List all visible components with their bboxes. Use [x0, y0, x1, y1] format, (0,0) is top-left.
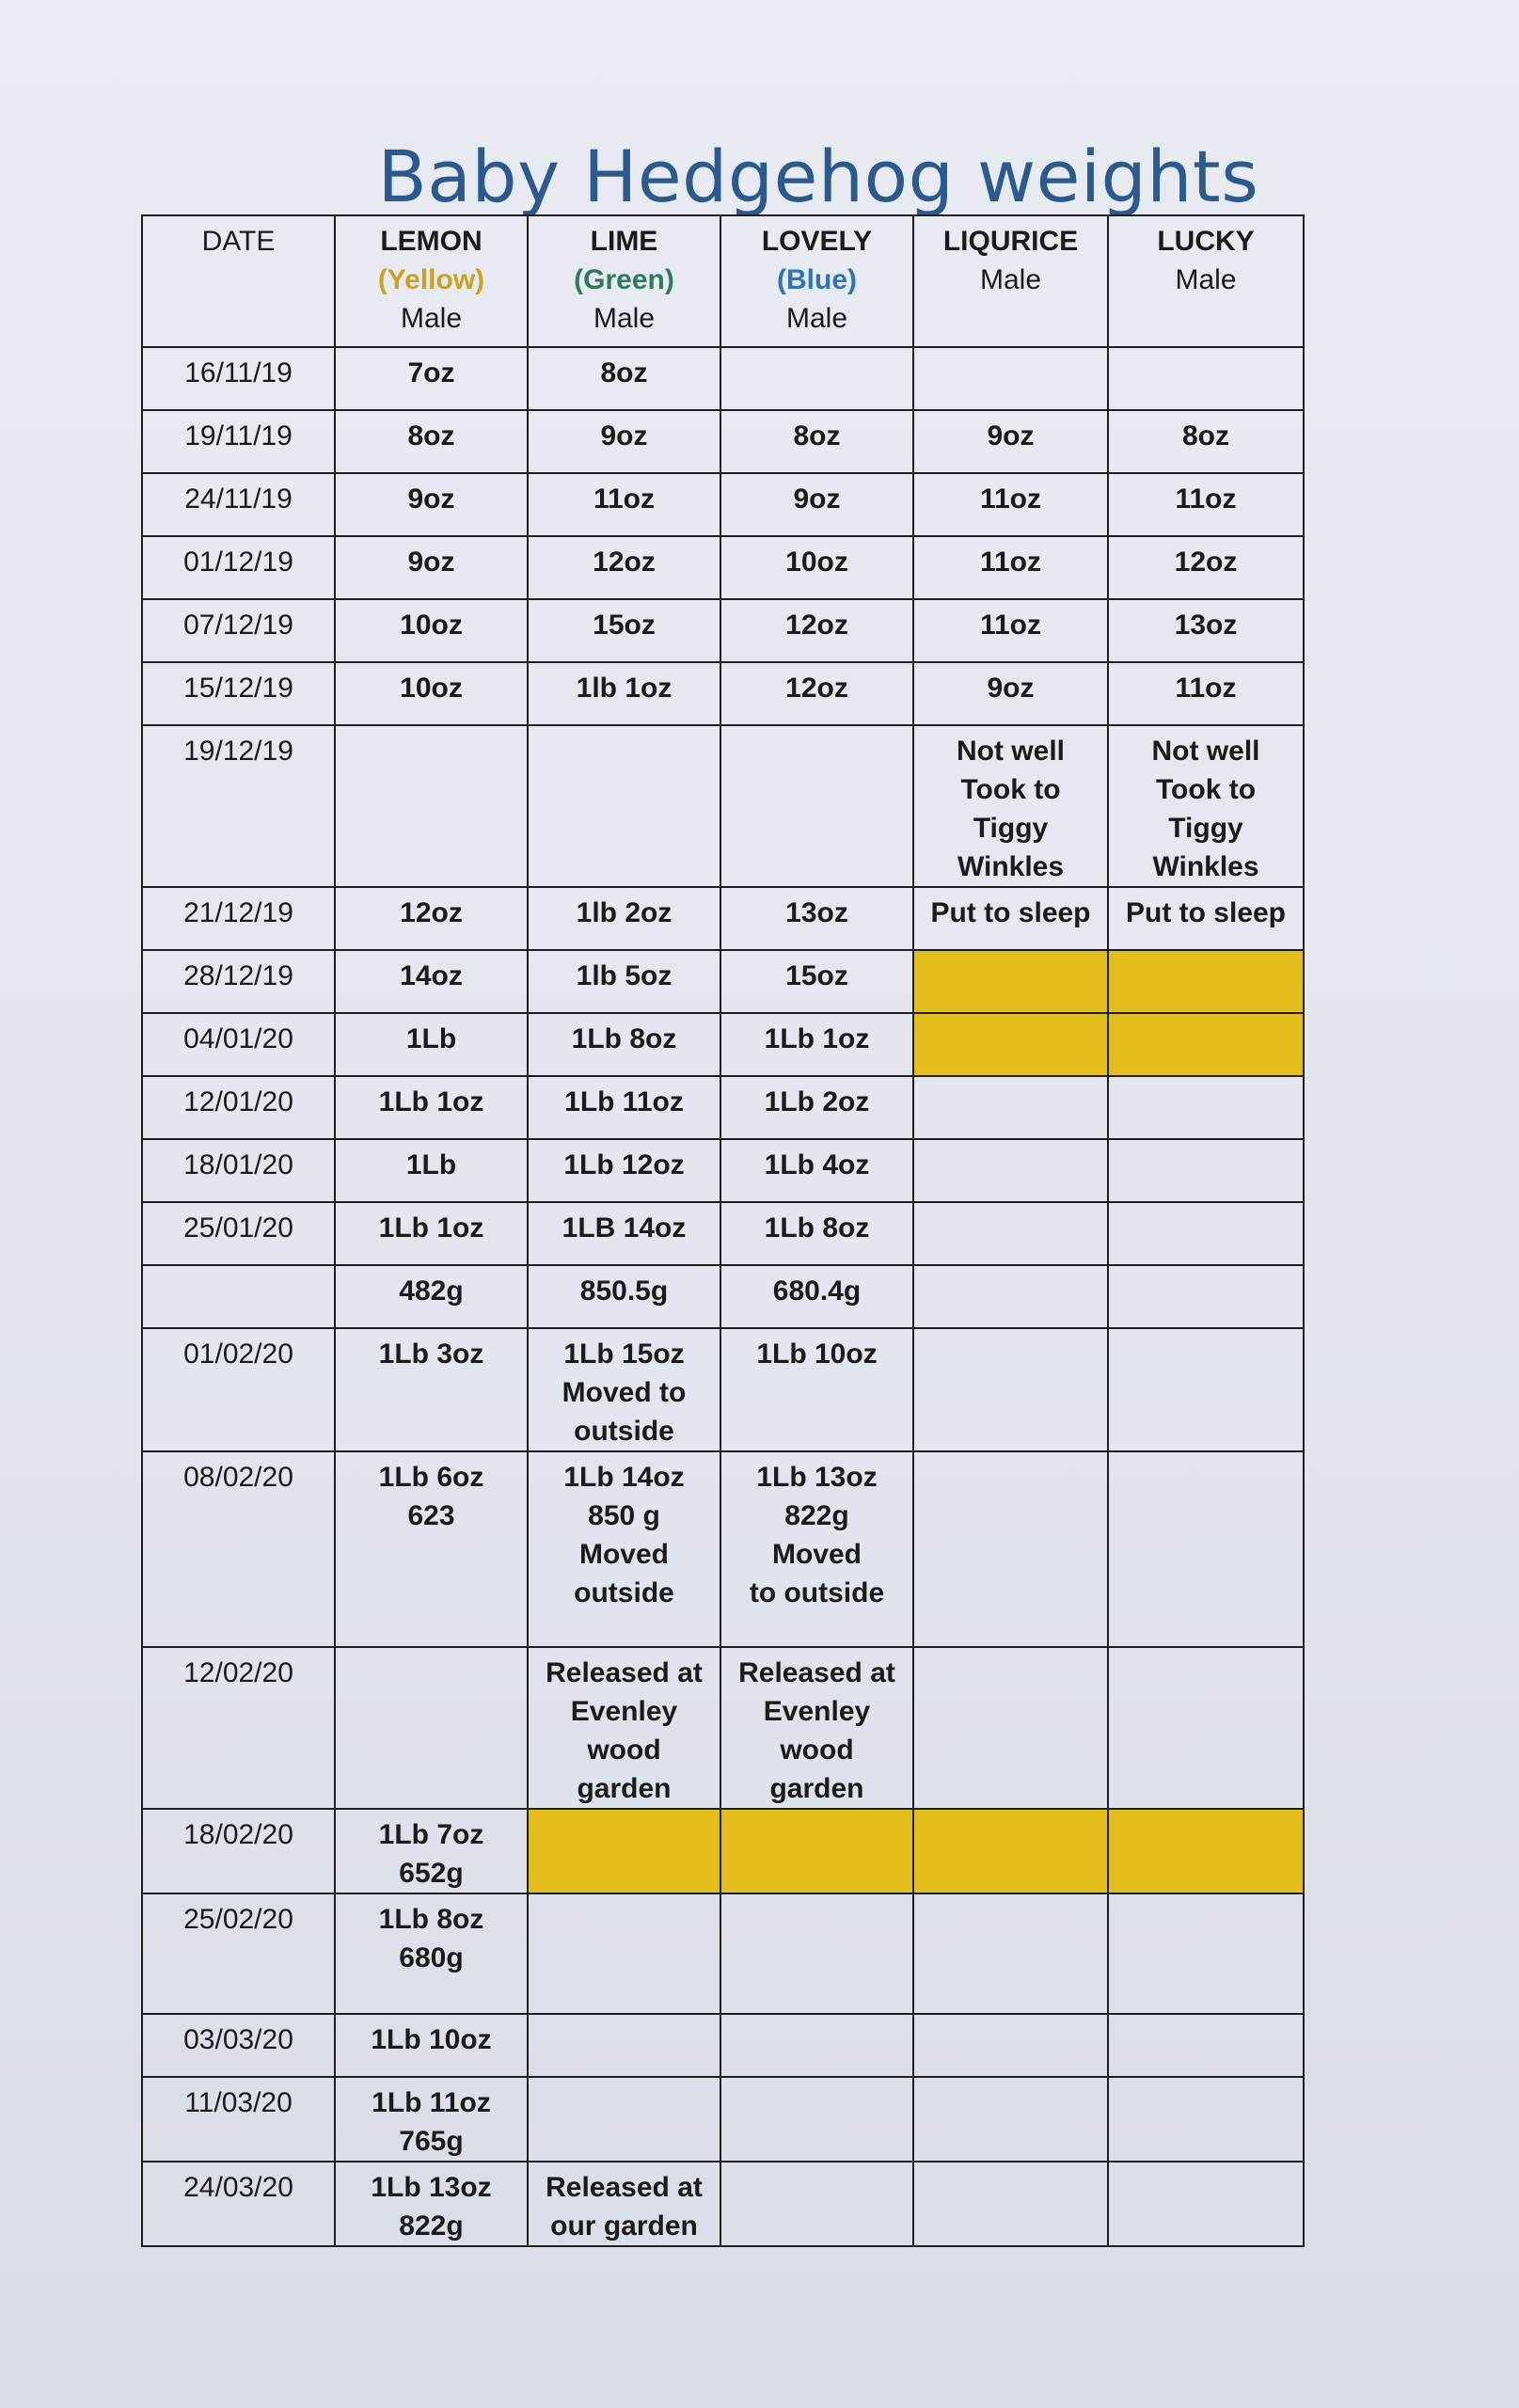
- cell-line: 1Lb 14oz: [563, 1462, 685, 1493]
- cell-lovely-weight: [720, 2077, 913, 2162]
- header-lovely-name: LOVELY: [761, 226, 873, 257]
- header-lovely-sex: Male: [785, 303, 848, 334]
- cell-line: Released at: [546, 2172, 703, 2203]
- cell-liqurice-weight: 9oz: [913, 410, 1108, 473]
- cell-lucky-weight: [1108, 1202, 1304, 1265]
- cell-lovely-weight: 12oz: [720, 599, 913, 662]
- cell-line: 1Lb 6oz: [378, 1462, 484, 1493]
- cell-line: garden: [577, 1773, 672, 1804]
- cell-lemon-weight: 1Lb 10oz: [335, 2014, 528, 2077]
- cell-line: wood: [587, 1735, 661, 1766]
- cell-line: Evenley: [763, 1696, 871, 1727]
- table-row: [142, 950, 1304, 1013]
- cell-line: Took to: [1155, 774, 1257, 805]
- cell-line: Evenley: [570, 1696, 678, 1727]
- cell-liqurice-weight: [913, 1647, 1108, 1809]
- table-row: [142, 1202, 1304, 1265]
- table-body: [142, 347, 1304, 2246]
- cell-line: 680g: [399, 1942, 464, 1973]
- cell-lovely-weight: 1Lb 2oz: [720, 1076, 913, 1139]
- cell-date: 16/11/19: [142, 347, 335, 410]
- cell-lime-weight: [528, 1809, 720, 1893]
- table-row: [142, 1013, 1304, 1076]
- cell-lime-weight: [528, 1893, 720, 2014]
- cell-lemon-weight: 1Lb: [335, 1013, 528, 1076]
- cell-lucky-weight: Put to sleep: [1108, 887, 1304, 950]
- cell-lemon-weight: 8oz: [335, 410, 528, 473]
- header-lovely: [720, 215, 913, 347]
- header-lemon-name: LEMON: [380, 226, 483, 257]
- cell-date: 01/12/19: [142, 536, 335, 599]
- cell-lemon-weight: 482g: [335, 1265, 528, 1328]
- cell-date: 19/11/19: [142, 410, 335, 473]
- cell-line: 1Lb 8oz: [378, 1904, 484, 1935]
- header-lemon-sex: Male: [400, 303, 463, 334]
- header-liqurice-name: LIQURICE: [942, 226, 1079, 257]
- cell-line: Winkles: [957, 851, 1065, 882]
- cell-line: to outside: [749, 1577, 885, 1608]
- cell-line: 765g: [399, 2126, 464, 2157]
- header-lucky-sex: Male: [1175, 264, 1237, 295]
- cell-liqurice-weight: [913, 1451, 1108, 1647]
- header-date: DATE: [142, 215, 335, 347]
- cell-line: Tiggy: [1168, 813, 1243, 844]
- cell-date: 04/01/20: [142, 1013, 335, 1076]
- cell-liqurice-weight: 9oz: [913, 662, 1108, 725]
- cell-liqurice-weight: [913, 347, 1108, 410]
- cell-liqurice-weight: [913, 950, 1108, 1013]
- cell-line: Moved: [771, 1539, 862, 1570]
- cell-lime-weight: 1LB 14oz: [528, 1202, 720, 1265]
- table-row: [142, 1076, 1304, 1139]
- page-title: Baby Hedgehog weights: [377, 134, 1259, 218]
- cell-lime-weight: [528, 2014, 720, 2077]
- cell-line: 1Lb 13oz: [756, 1462, 878, 1493]
- cell-liqurice-weight: [913, 1328, 1108, 1451]
- cell-liqurice-weight: 11oz: [913, 599, 1108, 662]
- table-row: [142, 2014, 1304, 2077]
- cell-lemon-weight: [335, 725, 528, 887]
- cell-lemon-weight: 10oz: [335, 662, 528, 725]
- header-lime-sex: Male: [593, 303, 656, 334]
- table-row: [142, 1265, 1304, 1328]
- cell-lovely-weight: [720, 347, 913, 410]
- cell-liqurice-weight: [913, 2162, 1108, 2246]
- cell-lime-weight: [528, 1451, 720, 1647]
- cell-lime-weight: 12oz: [528, 536, 720, 599]
- cell-lovely-weight: [720, 725, 913, 887]
- cell-date: 12/01/20: [142, 1076, 335, 1139]
- cell-lovely-weight: 1Lb 1oz: [720, 1013, 913, 1076]
- cell-date: 12/02/20: [142, 1647, 335, 1809]
- cell-lovely-weight: 9oz: [720, 473, 913, 536]
- cell-lime-weight: 850.5g: [528, 1265, 720, 1328]
- cell-line: Winkles: [1152, 851, 1259, 882]
- cell-line: 623: [407, 1500, 455, 1531]
- cell-line: 1Lb 13oz: [371, 2172, 492, 2203]
- cell-line: outside: [574, 1416, 674, 1447]
- cell-lucky-weight: 11oz: [1108, 662, 1304, 725]
- cell-lime-weight: 1Lb 12oz: [528, 1139, 720, 1202]
- cell-line: Moved to: [562, 1377, 687, 1408]
- cell-lemon-weight: [335, 1893, 528, 2014]
- header-lucky-name: LUCKY: [1157, 226, 1255, 257]
- cell-line: Tiggy: [973, 813, 1049, 844]
- table-row: [142, 536, 1304, 599]
- header-liqurice-sex: Male: [979, 264, 1042, 295]
- cell-line: 1Lb 15oz: [563, 1339, 685, 1370]
- cell-lemon-weight: 9oz: [335, 536, 528, 599]
- cell-lime-weight: [528, 1328, 720, 1451]
- cell-lemon-weight: [335, 2077, 528, 2162]
- cell-lucky-weight: [1108, 1265, 1304, 1328]
- header-lemon: [335, 215, 528, 347]
- cell-line: Moved: [578, 1539, 669, 1570]
- cell-liqurice-weight: Put to sleep: [913, 887, 1108, 950]
- cell-lime-weight: 1Lb 8oz: [528, 1013, 720, 1076]
- cell-lemon-weight: 1Lb 3oz: [335, 1328, 528, 1451]
- cell-lime-weight: 1Lb 11oz: [528, 1076, 720, 1139]
- cell-lucky-weight: [1108, 1328, 1304, 1451]
- header-lime: [528, 215, 720, 347]
- cell-lucky-weight: 13oz: [1108, 599, 1304, 662]
- cell-lucky-weight: 12oz: [1108, 536, 1304, 599]
- cell-lucky-weight: [1108, 725, 1304, 887]
- cell-lucky-weight: [1108, 1893, 1304, 2014]
- header-liqurice: [913, 215, 1108, 347]
- cell-lovely-weight: 8oz: [720, 410, 913, 473]
- cell-lucky-weight: [1108, 2162, 1304, 2246]
- cell-date: [142, 1265, 335, 1328]
- cell-lovely-weight: 1Lb 4oz: [720, 1139, 913, 1202]
- cell-date: 25/01/20: [142, 1202, 335, 1265]
- table-row: [142, 1451, 1304, 1647]
- table-row: [142, 473, 1304, 536]
- cell-lucky-weight: 8oz: [1108, 410, 1304, 473]
- table-row: [142, 1893, 1304, 2014]
- weights-table: [141, 214, 1305, 2247]
- cell-line: Not well: [956, 736, 1065, 767]
- cell-liqurice-weight: [913, 2014, 1108, 2077]
- cell-line: 822g: [784, 1500, 849, 1531]
- cell-lucky-weight: [1108, 1076, 1304, 1139]
- header-lime-name: LIME: [590, 226, 658, 257]
- cell-lovely-weight: 1Lb 8oz: [720, 1202, 913, 1265]
- cell-lime-weight: 1lb 5oz: [528, 950, 720, 1013]
- cell-lime-weight: 9oz: [528, 410, 720, 473]
- header-lovely-color: (Blue): [777, 264, 857, 295]
- cell-lovely-weight: [720, 2162, 913, 2246]
- cell-date: 15/12/19: [142, 662, 335, 725]
- cell-liqurice-weight: [913, 725, 1108, 887]
- cell-line: 1Lb 7oz: [378, 1819, 484, 1850]
- cell-lovely-weight: 12oz: [720, 662, 913, 725]
- cell-liqurice-weight: [913, 1202, 1108, 1265]
- table-row: [142, 2077, 1304, 2162]
- cell-lime-weight: [528, 1647, 720, 1809]
- cell-line: 850 g: [588, 1500, 660, 1531]
- cell-lucky-weight: [1108, 1139, 1304, 1202]
- cell-lucky-weight: [1108, 1809, 1304, 1893]
- cell-line: wood: [780, 1735, 854, 1766]
- cell-date: 08/02/20: [142, 1451, 335, 1647]
- cell-lemon-weight: 1Lb: [335, 1139, 528, 1202]
- table-row: [142, 347, 1304, 410]
- cell-lemon-weight: [335, 1809, 528, 1893]
- cell-lemon-weight: 9oz: [335, 473, 528, 536]
- cell-date: 03/03/20: [142, 2014, 335, 2077]
- cell-date: 21/12/19: [142, 887, 335, 950]
- cell-lovely-weight: [720, 2014, 913, 2077]
- cell-liqurice-weight: 11oz: [913, 473, 1108, 536]
- cell-lime-weight: [528, 2162, 720, 2246]
- cell-line: 822g: [399, 2210, 464, 2242]
- cell-line: Not well: [1151, 736, 1260, 767]
- cell-date: 24/11/19: [142, 473, 335, 536]
- cell-liqurice-weight: [913, 1076, 1108, 1139]
- cell-liqurice-weight: 11oz: [913, 536, 1108, 599]
- cell-line: Released at: [738, 1657, 895, 1688]
- cell-lucky-weight: [1108, 2014, 1304, 2077]
- cell-date: 25/02/20: [142, 1893, 335, 2014]
- table-row: [142, 887, 1304, 950]
- cell-lovely-weight: 15oz: [720, 950, 913, 1013]
- cell-liqurice-weight: [913, 1265, 1108, 1328]
- table-row: [142, 662, 1304, 725]
- header-lime-color: (Green): [574, 264, 674, 295]
- cell-line: Released at: [546, 1657, 703, 1688]
- cell-lovely-weight: 13oz: [720, 887, 913, 950]
- cell-lucky-weight: 11oz: [1108, 473, 1304, 536]
- cell-lucky-weight: [1108, 1647, 1304, 1809]
- cell-lucky-weight: [1108, 1013, 1304, 1076]
- cell-lovely-weight: 1Lb 10oz: [720, 1328, 913, 1451]
- cell-lemon-weight: 14oz: [335, 950, 528, 1013]
- cell-line: 1Lb 11oz: [372, 2087, 491, 2118]
- cell-lemon-weight: [335, 2162, 528, 2246]
- table-row: [142, 1809, 1304, 1893]
- cell-line: Took to: [960, 774, 1061, 805]
- cell-lemon-weight: 12oz: [335, 887, 528, 950]
- cell-lime-weight: [528, 725, 720, 887]
- cell-lemon-weight: 1Lb 1oz: [335, 1076, 528, 1139]
- cell-date: 19/12/19: [142, 725, 335, 887]
- cell-lime-weight: [528, 2077, 720, 2162]
- table-row: [142, 1328, 1304, 1451]
- cell-lemon-weight: [335, 1451, 528, 1647]
- cell-liqurice-weight: [913, 1139, 1108, 1202]
- cell-lime-weight: 8oz: [528, 347, 720, 410]
- cell-lemon-weight: 10oz: [335, 599, 528, 662]
- cell-lovely-weight: [720, 1451, 913, 1647]
- cell-liqurice-weight: [913, 1013, 1108, 1076]
- cell-date: 18/01/20: [142, 1139, 335, 1202]
- cell-lucky-weight: [1108, 2077, 1304, 2162]
- cell-date: 07/12/19: [142, 599, 335, 662]
- cell-lemon-weight: 1Lb 1oz: [335, 1202, 528, 1265]
- table-row: [142, 599, 1304, 662]
- cell-lime-weight: 1lb 1oz: [528, 662, 720, 725]
- cell-date: 11/03/20: [142, 2077, 335, 2162]
- cell-lovely-weight: 10oz: [720, 536, 913, 599]
- cell-lemon-weight: 7oz: [335, 347, 528, 410]
- header-lemon-color: (Yellow): [377, 264, 485, 295]
- cell-date: 24/03/20: [142, 2162, 335, 2246]
- header-row: [142, 215, 1304, 347]
- cell-date: 18/02/20: [142, 1809, 335, 1893]
- table-row: [142, 410, 1304, 473]
- cell-lemon-weight: [335, 1647, 528, 1809]
- cell-date: 01/02/20: [142, 1328, 335, 1451]
- cell-lovely-weight: [720, 1893, 913, 2014]
- cell-lime-weight: 15oz: [528, 599, 720, 662]
- cell-lucky-weight: [1108, 1451, 1304, 1647]
- cell-liqurice-weight: [913, 1893, 1108, 2014]
- cell-liqurice-weight: [913, 2077, 1108, 2162]
- table-row: [142, 1647, 1304, 1809]
- header-lucky: [1108, 215, 1304, 347]
- cell-line: our garden: [550, 2210, 698, 2242]
- cell-lovely-weight: [720, 1809, 913, 1893]
- cell-lime-weight: 1lb 2oz: [528, 887, 720, 950]
- cell-date: 28/12/19: [142, 950, 335, 1013]
- cell-line: garden: [769, 1773, 864, 1804]
- table-row: [142, 2162, 1304, 2246]
- cell-lucky-weight: [1108, 950, 1304, 1013]
- cell-line: outside: [574, 1577, 674, 1608]
- cell-lovely-weight: [720, 1647, 913, 1809]
- cell-lovely-weight: 680.4g: [720, 1265, 913, 1328]
- table-row: [142, 725, 1304, 887]
- cell-line: 652g: [399, 1858, 464, 1889]
- cell-lime-weight: 11oz: [528, 473, 720, 536]
- table-row: [142, 1139, 1304, 1202]
- cell-liqurice-weight: [913, 1809, 1108, 1893]
- cell-lucky-weight: [1108, 347, 1304, 410]
